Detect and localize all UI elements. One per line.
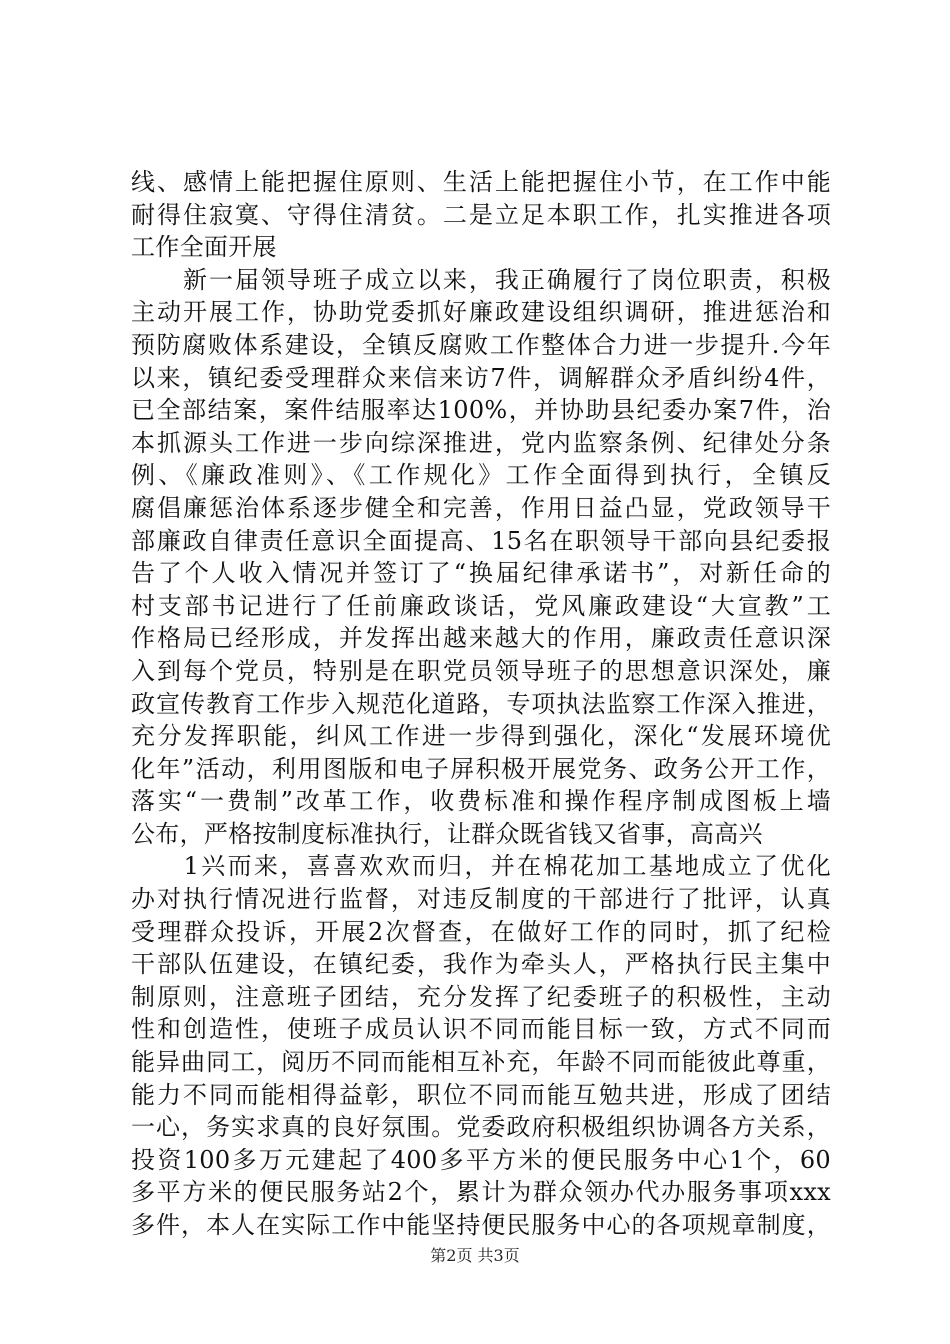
text-line: 干部队伍建设，在镇纪委，我作为牵头人，严格执行民主集中: [131, 950, 831, 979]
document-body: [131, 166, 831, 1242]
text-line: 落实“一费制”改革工作，收费标准和操作程序制成图板上墙: [131, 787, 831, 816]
text-line: 预防腐败体系建设，全镇反腐败工作整体合力进一步提升.今年: [131, 330, 831, 359]
text-line: 能力不同而能相得益彰，职位不同而能互勉共进，形成了团结: [131, 1080, 831, 1109]
text-line: 办对执行情况进行监督，对违反制度的干部进行了批评，认真: [131, 885, 831, 914]
text-line: 线、感情上能把握住原则、生活上能把握住小节，在工作中能: [131, 168, 831, 196]
text-line: 村支部书记进行了任前廉政谈话，党风廉政建设“大宣教”工: [131, 591, 831, 620]
text-line: 政宣传教育工作步入规范化道路，专项执法监察工作深入推进，: [131, 689, 831, 718]
text-line: 入到每个党员，特别是在职党员领导班子的思想意识深处，廉: [131, 656, 831, 685]
text-line: 化年”活动，利用图版和电子屏积极开展党务、政务公开工作，: [131, 754, 831, 783]
text-line: 多平方米的便民服务站2个，累计为群众领办代办服务事项xxx: [131, 1178, 831, 1207]
text-line: 受理群众投诉，开展2次督查，在做好工作的同时，抓了纪检: [131, 917, 831, 946]
text-line: 耐得住寂寞、守得住清贫。二是立足本职工作，扎实推进各项: [131, 200, 831, 229]
text-line: 新一届领导班子成立以来，我正确履行了岗位职责，积极: [131, 265, 831, 294]
text-line: 主动开展工作，协助党委抓好廉政建设组织调研，推进惩治和: [131, 298, 831, 327]
text-line: 能异曲同工，阅历不同而能相互补充，年龄不同而能彼此尊重，: [131, 1048, 831, 1077]
text-line: 投资100多万元建起了400多平方米的便民服务中心1个，60: [131, 1145, 831, 1174]
text-line: 公布，严格按制度标准执行，让群众既省钱又省事，高高兴: [131, 819, 763, 848]
text-line: 腐倡廉惩治体系逐步健全和完善，作用日益凸显，党政领导干: [131, 493, 831, 522]
text-line: 1兴而来，喜喜欢欢而归，并在棉花加工基地成立了优化: [131, 852, 831, 881]
text-line: 例、《廉政准则》、《工作规化》工作全面得到执行，全镇反: [131, 461, 831, 490]
text-line: 一心，务实求真的良好氛围。党委政府积极组织协调各方关系，: [131, 1113, 831, 1142]
text-line: 多件，本人在实际工作中能坚持便民服务中心的各项规章制度，: [131, 1211, 831, 1239]
text-line: 本抓源头工作进一步向综深推进，党内监察条例、纪律处分条: [131, 428, 831, 457]
text-line: 以来，镇纪委受理群众来信来访7件，调解群众矛盾纠纷4件，: [131, 363, 831, 392]
text-line: 告了个人收入情况并签订了“换届纪律承诺书”，对新任命的: [131, 559, 831, 588]
text-line: 已全部结案，案件结服率达100%，并协助县纪委办案7件，治: [131, 396, 831, 425]
text-line: 充分发挥职能，纠风工作进一步得到强化，深化“发展环境优: [131, 722, 831, 751]
text-line: 作格局已经形成，并发挥出越来越大的作用，廉政责任意识深: [131, 624, 831, 653]
text-line: 制原则，注意班子团结，充分发挥了纪委班子的积极性，主动: [131, 982, 831, 1011]
text-line: 部廉政自律责任意识全面提高、15名在职领导干部向县纪委报: [131, 526, 831, 555]
text-line: 性和创造性，使班子成员认识不同而能目标一致，方式不同而: [131, 1015, 831, 1044]
text-line: 工作全面开展: [131, 233, 277, 262]
page-footer: 第2页 共3页: [430, 1246, 520, 1265]
